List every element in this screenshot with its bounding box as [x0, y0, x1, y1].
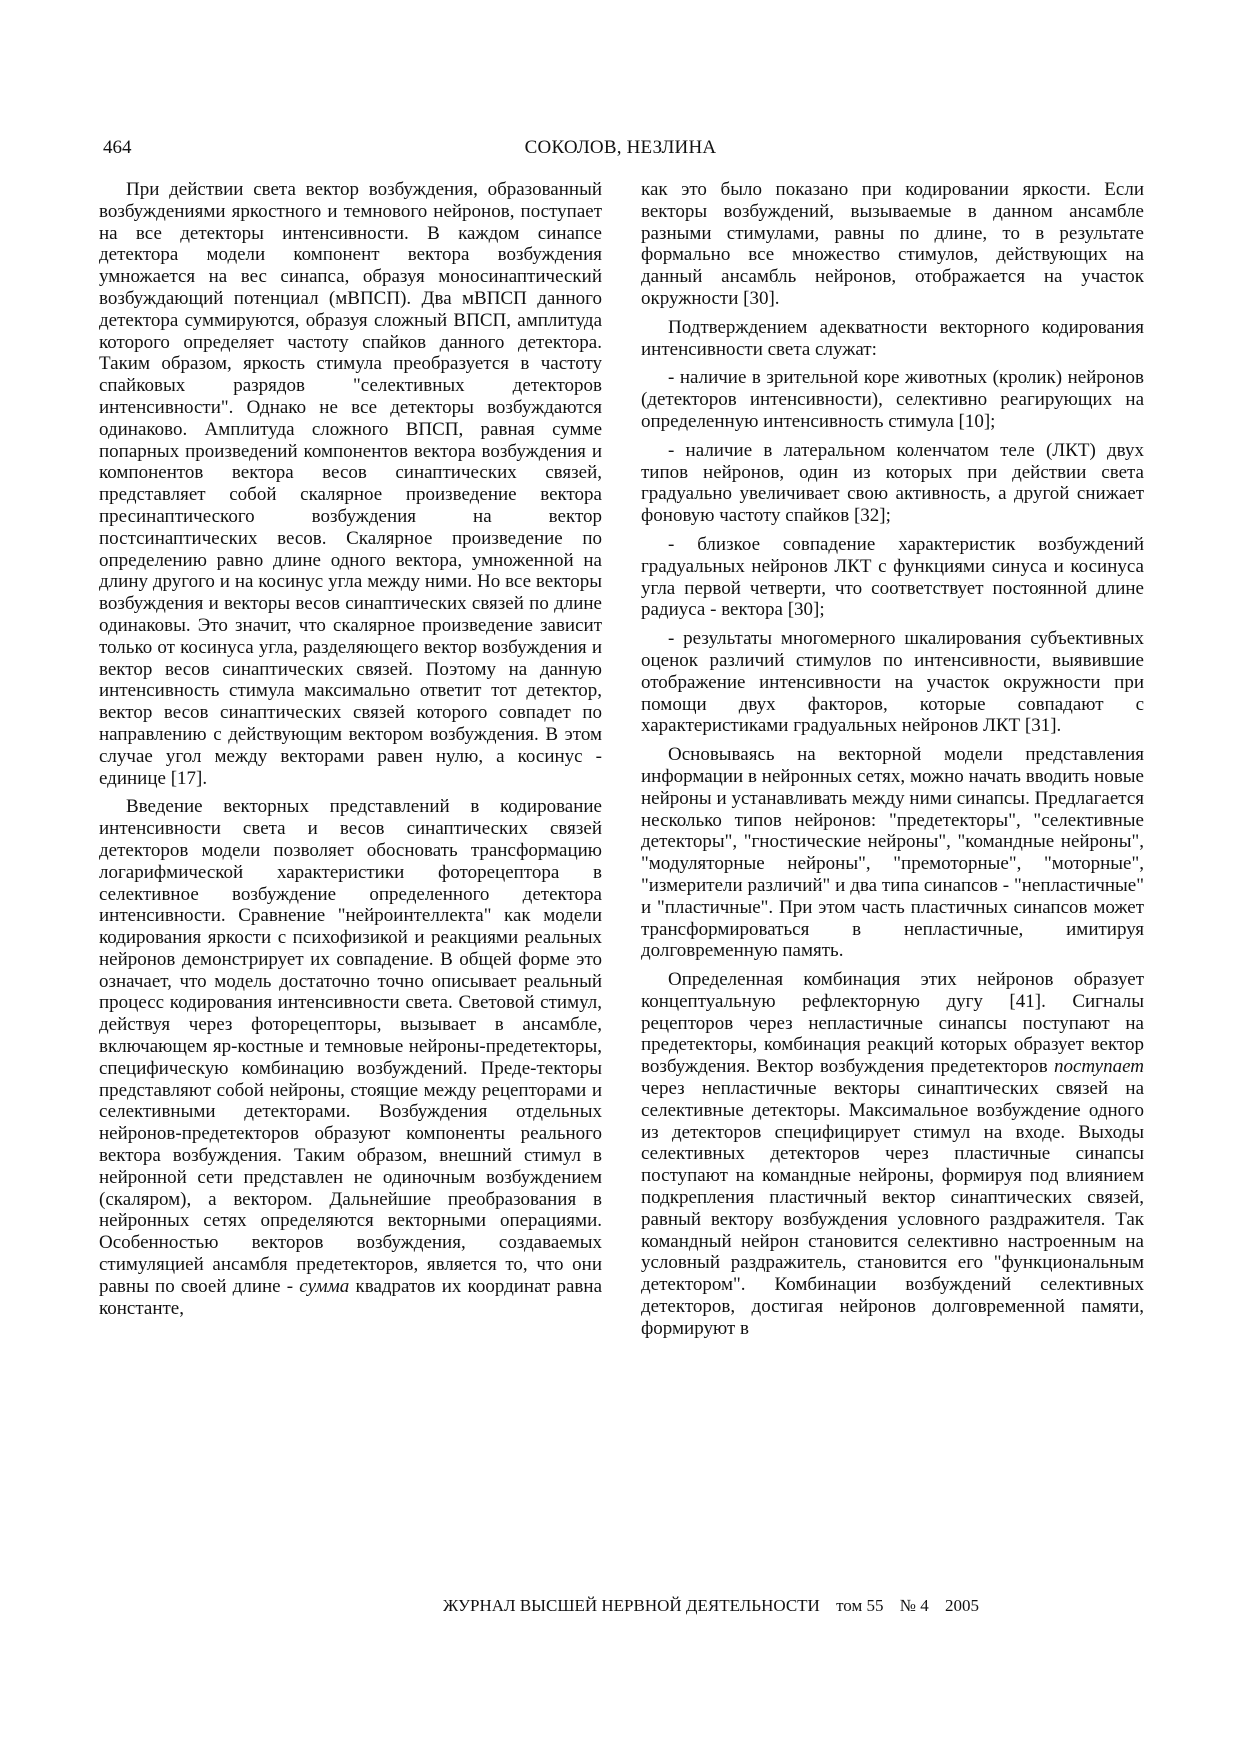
journal-volume: том 55 — [836, 1596, 884, 1615]
running-head-authors: СОКОЛОВ, НЕЗЛИНА — [524, 137, 717, 158]
paragraph: Основываясь на векторной модели представления информации в нейронных сетях, можно начать вводить новые нейроны и устанавливать между ними синапсы. Предлагается несколько типов нейронов: "предетекторы", "селективные детекторы", "гностические нейроны", "командные нейроны", "модуляторные нейроны", "премоторные", "моторные", "измерители различий" и два типа синапсов - "непластичные" и "пластичные". При этом часть пластичных синапсов может трансформироваться в непластичные, имитируя долговременную память. — [641, 744, 1144, 962]
paragraph-text: Определенная комбинация этих нейронов образует концептуальную рефлекторную дугу [41]. Сигналы рецепторов через непластичные синапсы поступают на предетекторы, комбинация реакций которых образует вектор возбуждения. Вектор возбуждения предетекторов — [641, 969, 1144, 1078]
journal-issue: № 4 — [899, 1596, 929, 1615]
page-header — [103, 137, 1138, 165]
paragraph: При действии света вектор возбуждения, образованный возбуждениями яркостного и темнового нейронов, поступает на все детекторы интенсивности. В каждом синапсе детектора модели компонент вектора возбуждения умножается на вес синапса, образуя моносинаптический возбуждающий потенциал (мВПСП). Два мВПСП данного детектора суммируются, образуя сложный ВПСП, амплитуда которого определяет частоту спайков данного детектора. Таким образом, яркость стимула преобразуется в частоту спайковых разрядов "селективных детекторов интенсивности". Однако не все детекторы возбуждаются одинаково. Амплитуда сложного ВПСП, равная сумме попарных произведений компонентов вектора возбуждения и компонентов вектора весов синаптических связей, представляет собой скалярное произведение вектора пресинаптического возбуждения на вектор постсинаптических весов. Скалярное произведение по определению равно длине одного вектора, умноженной на длину другого и на косинус угла между ними. Но все векторы возбуждения и векторы весов синаптических связей по длине одинаковы. Это значит, что скалярное произведение зависит только от косинуса угла, разделяющего вектор возбуждения и вектор весов синаптических связей. Поэтому на данную интенсивность стимула максимально ответит тот детектор, вектор весов синаптических связей которого совпадет по направлению с действующим вектором возбуждения. В этом случае угол между векторами равен нулю, а косинус - единице [17]. — [99, 179, 602, 789]
paragraph-continued: как это было показано при кодировании яркости. Если векторы возбуждений, вызываемые в данном ансамбле разными стимулами, равны по длине, то в результате формально все множество стимулов, действующих на данный ансамбль нейронов, отображается на участок окружности [30]. — [641, 179, 1144, 309]
list-item: - результаты многомерного шкалирования субъективных оценок различий стимулов по интенсивности, выявившие отображение интенсивности на участок окружности при помощи двух факторов, которые совпадают с характеристиками градуальных нейронов ЛКТ [31]. — [641, 628, 1144, 737]
page-footer — [443, 1596, 991, 1616]
journal-title: ЖУРНАЛ ВЫСШЕЙ НЕРВНОЙ ДЕЯТЕЛЬНОСТИ — [443, 1596, 820, 1615]
paragraph-text: через непластичные векторы синаптических связей на селективные детекторы. Максимальное возбуждение одного из детекторов специфицирует стимул на входе. Выходы селективных детекторов через пластичные синапсы поступают на командные нейроны, формируя под влиянием подкрепления пластичный вектор синаптических связей, равный вектору возбуждения условного раздражителя. Так командный нейрон становится селективно настроенным на условный раздражитель, становится его "функциональным детектором". Комбинации возбуждений селективных детекторов, достигая нейронов долговременной памяти, формируют в — [641, 1078, 1144, 1339]
paragraph — [641, 969, 1144, 1340]
paragraph: Подтверждением адекватности векторного кодирования интенсивности света служат: — [641, 316, 1144, 360]
paragraph-text: Введение векторных представлений в кодирование интенсивности света и весов синаптических связей детекторов модели позволяет обосновать трансформацию логарифмической характеристики фоторецептора в селективное возбуждение определенного детектора интенсивности. Сравнение "нейроинтеллекта" как модели кодирования яркости с психофизикой и реакциями реальных нейронов демонстрирует их совпадение. В общей форме это означает, что модель достаточно точно описывает реальный процесс кодирования интенсивности света. Световой стимул, действуя через фоторецепторы, вызывает в ансамбле, включающем яр-костные и темновые нейроны-предетекторы, специфическую комбинацию возбуждений. Преде-текторы представляют собой нейроны, стоящие между рецепторами и селективными детекторами. Возбуждения отдельных нейронов-предетекторов образуют компоненты реального вектора возбуждения. Таким образом, внешний стимул в нейронной сети представлен не одиночным возбуждением (скаляром), а вектором. Дальнейшие преобразования в нейронных сетях определяются векторными операциями. Особенностью векторов возбуждения, создаваемых стимуляцией ансамбля предетекторов, является то, что они равны по своей длине - — [99, 796, 602, 1297]
paragraph-text: квадратов их координат равна константе, — [99, 1275, 603, 1319]
list-item: - наличие в латеральном коленчатом теле (ЛКТ) двух типов нейронов, один из которых при действии света градуально увеличивает свою активность, а другой снижает фоновую частоту спайков [32]; — [641, 439, 1144, 527]
right-column — [641, 179, 1144, 1347]
paragraph — [99, 796, 602, 1319]
italic-term: поступает — [1053, 1056, 1144, 1078]
page-number: 464 — [103, 137, 132, 158]
italic-term: сумма — [299, 1275, 350, 1297]
left-column — [99, 179, 602, 1326]
journal-year: 2005 — [944, 1596, 979, 1615]
list-item: - наличие в зрительной коре животных (кролик) нейронов (детекторов интенсивности), селективно реагирующих на определенную интенсивность стимула [10]; — [641, 367, 1144, 432]
list-item: - близкое совпадение характеристик возбуждений градуальных нейронов ЛКТ с функциями синуса и косинуса угла первой четверти, что соответствует постоянной длине радиуса - вектора [30]; — [641, 533, 1144, 621]
